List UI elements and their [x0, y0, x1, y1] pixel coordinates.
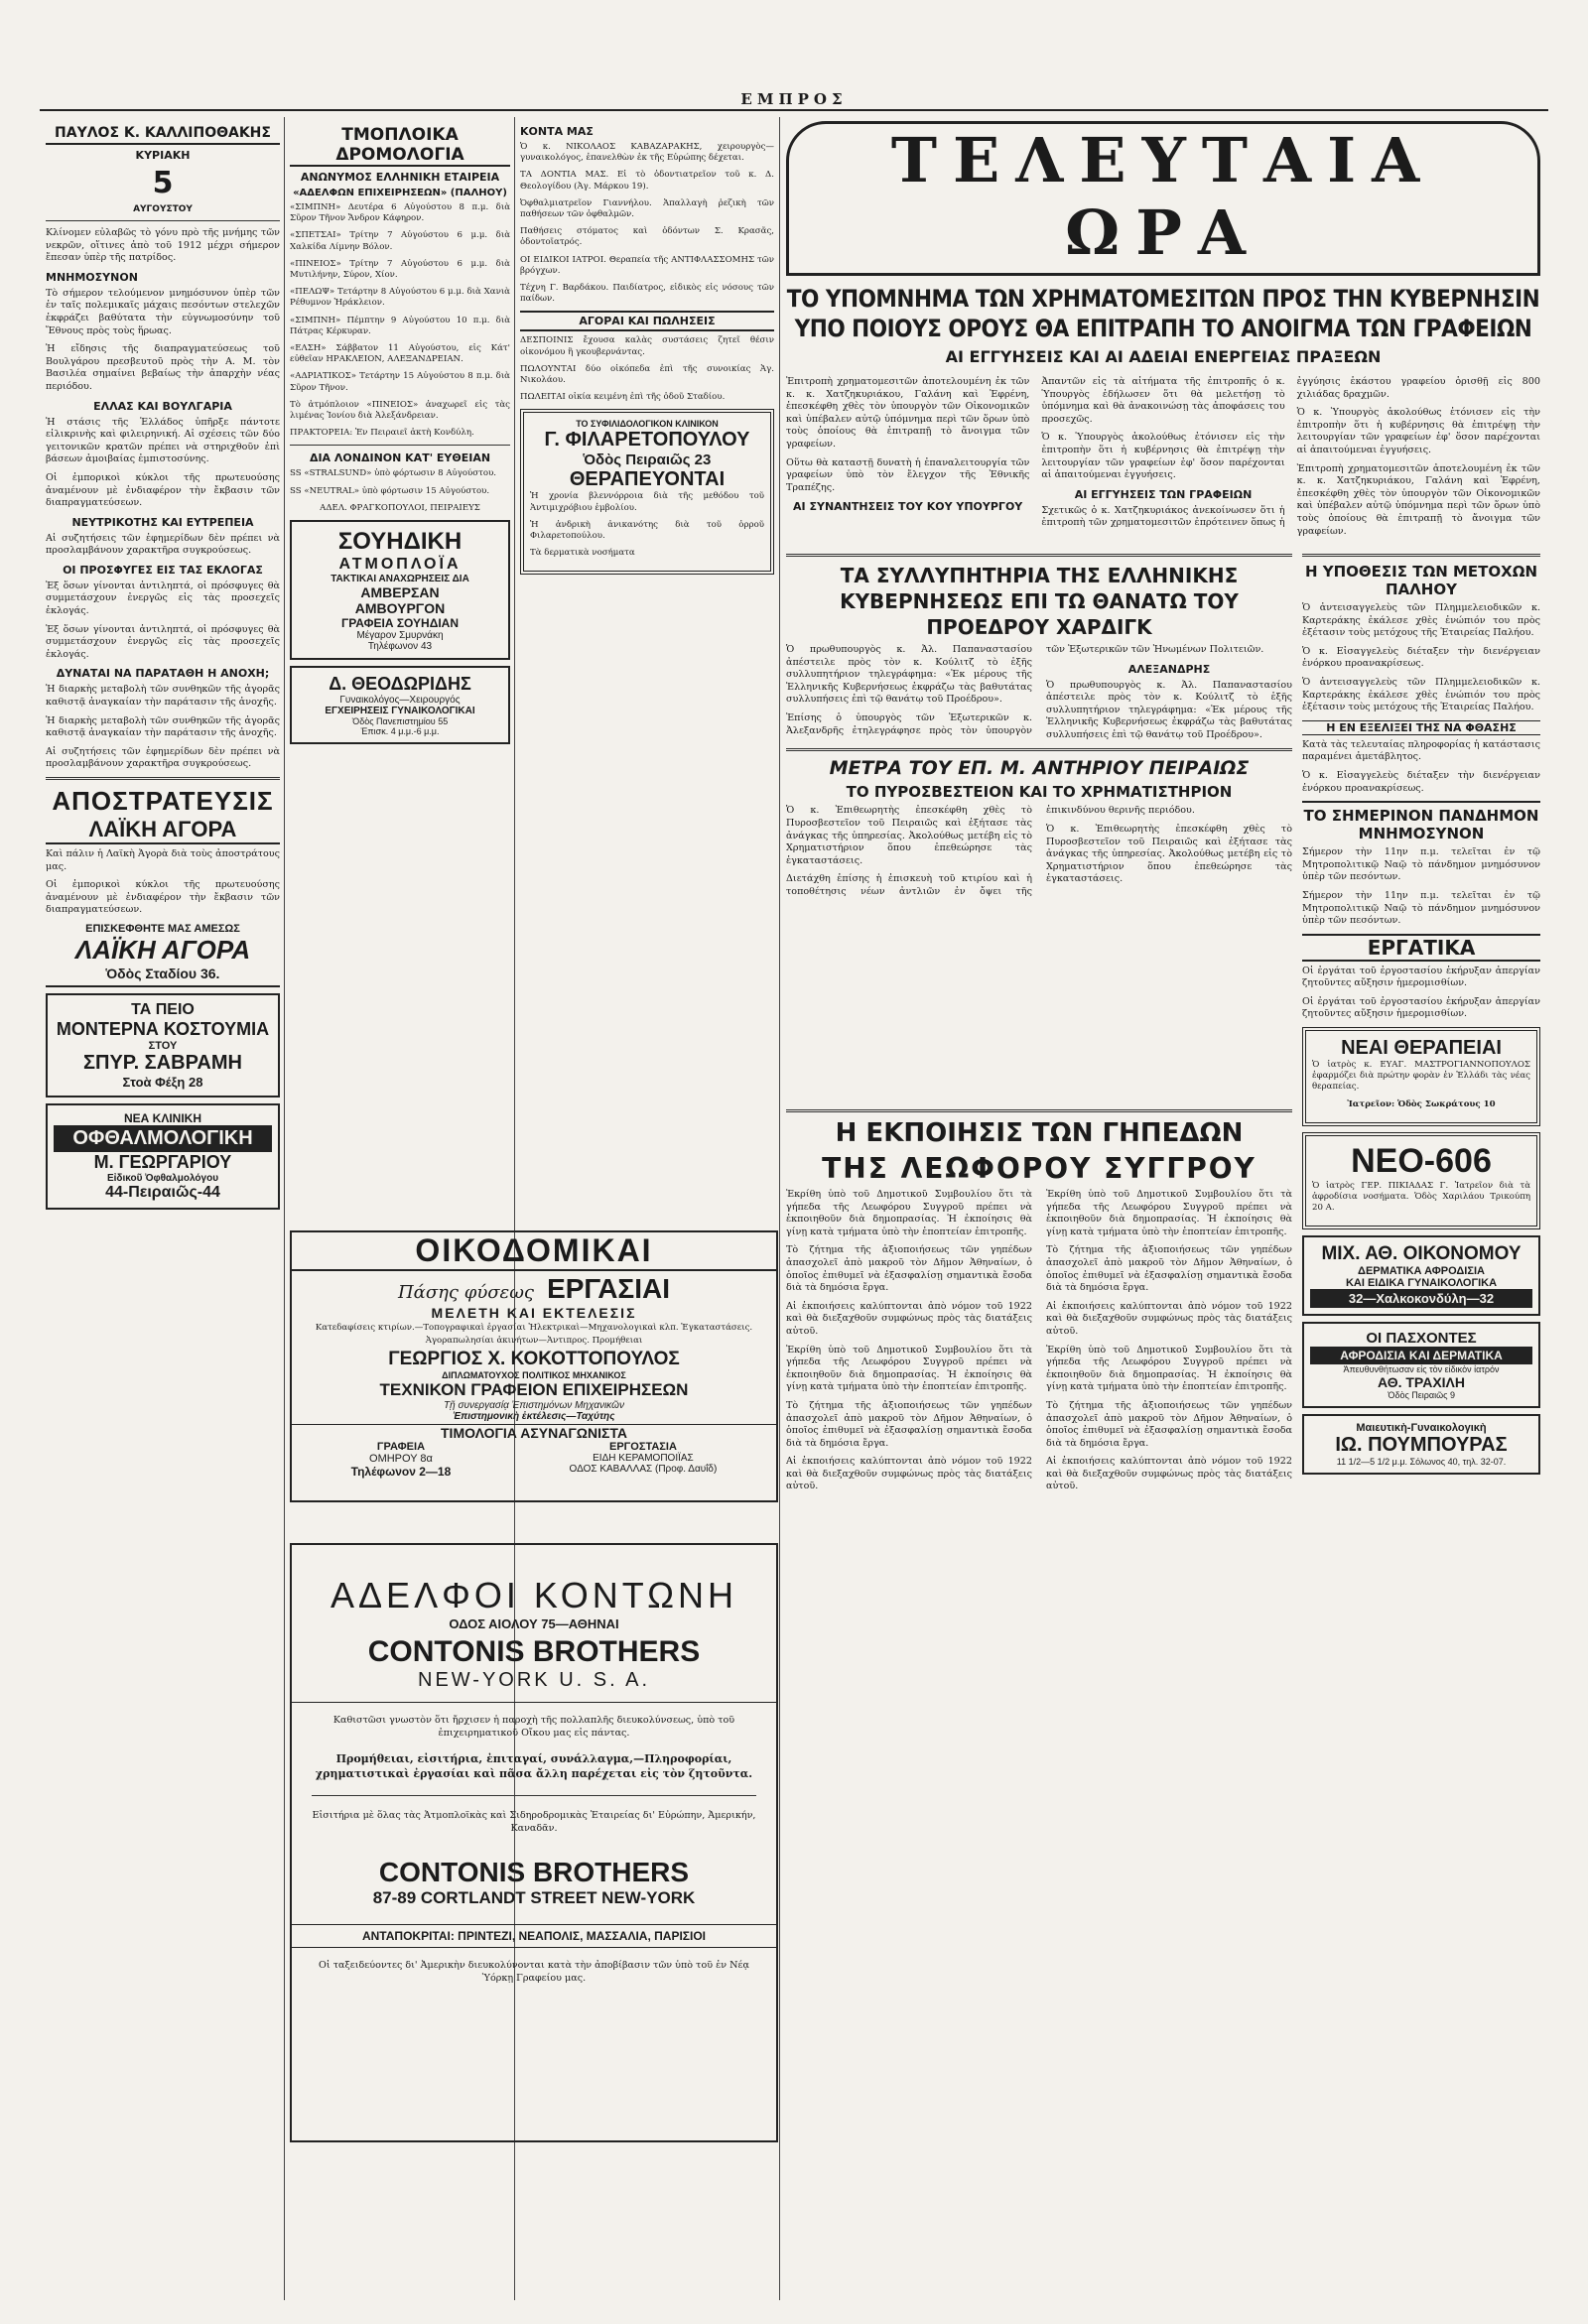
article-text: Οἱ ἐμπορικοὶ κύκλοι τῆς πρωτευούσης ἀναμένουν μὲ ἐνδιαφέρον τὴν ἔκβασιν τῶν διαπραγματεύσεων.: [46, 471, 280, 509]
ad-line: ΓΕΩΡΓΙΟΣ Χ. ΚΟΚΟΤΤΟΠΟΥΛΟΣ: [388, 1349, 680, 1370]
ad-text: Ἡ χρονία βλεννόρροια διὰ τῆς μεθόδου τοῦ Ἀντιμιχρόβιου ἐμβολίου.: [530, 491, 764, 513]
ad-line: Ἀπευθυνθήτωσαν εἰς τὸν εἰδικὸν ἰατρόν: [1343, 1364, 1500, 1375]
article-text: Τὸ ζήτημα τῆς ἀξιοποιήσεως τῶν γηπέδων ἀπασχολεῖ ἀπὸ μακροῦ τὸν Δῆμον Ἀθηναίων, ὁ ὁποῖος ἐπιθυμεῖ νὰ ἐξασφαλίσῃ σημαντικὰ ἔσοδα διὰ τὰ δημόσια ἔργα.: [786, 1244, 1032, 1294]
article-text: Αἱ ἐκποιήσεις καλύπτονται ἀπὸ νόμον τοῦ 1922 καὶ θὰ διεξαχθοῦν συμφώνως πρὸς τὰς διατάξεις αὐτοῦ.: [786, 1456, 1032, 1492]
divider: [46, 777, 280, 780]
section-heading: ΚΟΝΤΑ ΜΑΣ: [520, 125, 594, 138]
signature: ΑΛΕΞΑΝΔΡΗΣ: [1127, 662, 1211, 676]
article-text: Οἱ ἐργάται τοῦ ἐργοστασίου ἐκήρυξαν ἀπεργίαν ζητοῦντες αὔξησιν ἡμερομισθίων.: [1302, 965, 1540, 989]
article-text: Ὁ κ. Ὑπουργὸς ἀκολούθως ἐτόνισεν εἰς τὴν ἐπιτροπὴν ὅτι ἡ κυβέρνησις θὰ ἐπιτρέψῃ τὴν λειτουργίαν τῶν γραφείων ἐφ' ὅσον παρέχονται αἱ ἀπαιτούμεναι ἐγγυήσεις.: [1296, 407, 1540, 455]
article-text: Ἐκρίθη ὑπὸ τοῦ Δημοτικοῦ Συμβουλίου ὅτι τὰ γήπεδα τῆς Λεωφόρου Συγγροῦ πρέπει νὰ ἐκποιηθοῦν διὰ δημοπρασίας. Ἡ ἐκποίησις θὰ γίνῃ κατὰ τμήματα ὑπὸ τὴν ἐποπτείαν ἐπιτροπῆς.: [1046, 1189, 1292, 1237]
article-text: Διετάχθη ἐπίσης ἡ ἐπισκευὴ τοῦ κτιρίου καὶ ἡ τοποθέτησις νέων ἀντλιῶν ἐν ὄψει τῆς ἐπικινδύνου θερινῆς περιόδου.: [786, 805, 1195, 897]
column-rule: [779, 117, 780, 2300]
divider: [786, 1109, 1292, 1112]
schedule-item: «ΣΠΕΤΣΑΙ» Τρίτην 7 Αὐγούστου 6 μ.μ. διὰ Χαλκίδα Λίμνην Βόλον.: [290, 230, 510, 252]
article-text: Ὁ ἀντεισαγγελεὺς τῶν Πλημμελειοδικῶν κ. Καρτεράκης ἐκάλεσε χθὲς ἐνώπιόν του πρὸς ἐξέτασιν τοὺς μετόχους τῆς Ἑταιρείας Παλήου.: [1302, 602, 1540, 639]
section-heading: ΑΙ ΕΓΓΥΗΣΕΙΣ ΤΩΝ ΓΡΑΦΕΙΩΝ: [1074, 487, 1253, 501]
article-text: Τέχνη Γ. Βαρδάκου. Παιδίατρος, εἰδικὸς εἰς νόσους τῶν παίδων.: [520, 283, 774, 305]
section-heading: ΟΙ ΠΡΟΣΦΥΓΕΣ ΕΙΣ ΤΑΣ ΕΚΛΟΓΑΣ: [63, 563, 263, 577]
article-text: Ἡ διαρκὴς μεταβολὴ τῶν συνθηκῶν τῆς ἀγορᾶς καθιστᾷ ἀναγκαίαν τὴν παράτασιν τῆς ἀνοχῆς.: [46, 684, 280, 709]
headline: ΥΠΟ ΠΟΙΟΥΣ ΟΡΟΥΣ ΘΑ ΕΠΙΤΡΑΠΗ ΤΟ ΑΝΟΙΓΜΑ ΤΩΝ ΓΡΑΦΕΙΩΝ: [794, 315, 1532, 342]
month-label: ΑΥΓΟΥΣΤΟΥ: [133, 204, 193, 214]
ad-line: ΜΟΝΤΕΡΝΑ ΚΟΣΤΟΥΜΙΑ: [56, 1018, 270, 1039]
metra-body: [786, 805, 1292, 898]
right-sidebar: [1302, 548, 1540, 2300]
article-text: Ἀπαντῶν εἰς τὰ αἰτήματα τῆς ἐπιτροπῆς ὁ κ. Ὑπουργὸς ἐδήλωσεν ὅτι θὰ μελετήσῃ τὸ ὑπόμνημα καὶ θὰ ἀνακοινώσῃ τὰς ἀποφάσεις του προσεχῶς.: [1041, 376, 1285, 425]
ad-line: Ἐπισκ. 4 μ.μ.-6 μ.μ.: [360, 726, 440, 737]
article-text: Ἐκρίθη ὑπὸ τοῦ Δημοτικοῦ Συμβουλίου ὅτι τὰ γήπεδα τῆς Λεωφόρου Συγγροῦ πρέπει νὰ ἐκποιηθοῦν διὰ δημοπρασίας. Ἡ ἐκποίησις θὰ γίνῃ κατὰ τμήματα ὑπὸ τὴν ἐποπτείαν ἐπιτροπῆς.: [786, 1189, 1032, 1237]
schedule-item: ΠΡΑΚΤΟΡΕΙΑ: Ἐν Πειραιεῖ ἀκτὴ Κονδύλη.: [290, 428, 474, 439]
section-heading: ΔΥΝΑΤΑΙ ΝΑ ΠΑΡΑΤΑΘΗ Η ΑΝΟΧΗ;: [56, 667, 270, 681]
article-text: Παθήσεις στόματος καὶ ὀδόντων Σ. Κρασᾶς, ὀδοντοϊατρός.: [520, 226, 774, 248]
ekpoiisis-article: [786, 1103, 1292, 1897]
article-text: Ἐπιτροπὴ χρηματομεσιτῶν ἀποτελουμένη ἐκ τῶν κ. κ. Χατζηκυριάκου, Γαλάνη καὶ Ἐφρένη, ἐπεσκέφθη χθὲς τὸν ὑπουργὸν τῶν Οἰκονομικῶν καὶ ὑπέβαλεν αὐτῷ ὑπόμνημα περὶ τῶν ὅρων ὑπὸ τοὺς ὁποίους θὰ ἐπιτραπῇ τὸ ἄνοιγμα τῶν γραφείων.: [1296, 462, 1540, 537]
column-rule: [284, 117, 285, 2300]
section-subheading: «ΑΔΕΛΦΩΝ ΕΠΙΧΕΙΡΗΣΕΩΝ» (ΠΑΛΗΟΥ): [293, 188, 507, 198]
subheadline: ΑΙ ΕΓΓΥΗΣΕΙΣ ΚΑΙ ΑΙ ΑΔΕΙΑΙ ΕΝΕΡΓΕΙΑΣ ΠΡΑΞΕΩΝ: [945, 347, 1382, 366]
ad-line: ΑΘ. ΤΡΑΧΙΛΗ: [1377, 1374, 1466, 1391]
ad-text: Ὁ ἰατρὸς κ. ΕΥΑΓ. ΜΑΣΤΡΟΓΙΑΝΝΟΠΟΥΛΟΣ ἐφαρμόζει διὰ πρώτην φορὰν ἐν Ἑλλάδι τὰς νέας θεραπείας.: [1312, 1060, 1530, 1093]
article-text: Ἡ διαρκὴς μεταβολὴ τῶν συνθηκῶν τῆς ἀγορᾶς καθιστᾷ ἀναγκαίαν τὴν παράτασιν τῆς ἀνοχῆς.: [46, 714, 280, 739]
ad-line: ΑΝΤΑΠΟΚΡΙΤΑΙ: ΠΡΙΝΤΕΖΙ, ΝΕΑΠΟΛΙΣ, ΜΑΣΣΑΛΙΑ, ΠΑΡΙΣΙΟΙ: [292, 1924, 776, 1948]
schedule-item: «ΠΕΛΩΨ» Τετάρτην 8 Αὐγούστου 6 μ.μ. διὰ Χανιὰ Ρέθυμνον Ἡράκλειον.: [290, 287, 510, 309]
ad-cta: ΕΠΙΣΚΕΦΘΗΤΕ ΜΑΣ ΑΜΕΣΩΣ: [85, 922, 240, 935]
article-text: Ἐκρίθη ὑπὸ τοῦ Δημοτικοῦ Συμβουλίου ὅτι τὰ γήπεδα τῆς Λεωφόρου Συγγροῦ πρέπει νὰ ἐκποιηθοῦν διὰ δημοπρασίας. Ἡ ἐκποίησις θὰ γίνῃ κατὰ τμήματα ὑπὸ τὴν ἐποπτείαν ἐπιτροπῆς.: [786, 1344, 1032, 1393]
ad-text: Οἱ ταξειδεύοντες δι' Ἀμερικὴν διευκολύνονται κατὰ τὴν ἀποβίβασιν τῶν ὑπὸ τοῦ ἐν Νέᾳ Ὑόρκῃ Γραφείου μας.: [319, 1960, 749, 1984]
divider: [312, 1795, 756, 1796]
headline: ΤΟ ΣΗΜΕΡΙΝΟΝ ΠΑΝΔΗΜΟΝ ΜΝΗΜΟΣΥΝΟΝ: [1302, 801, 1540, 842]
ad-text: Εἰσιτήρια μὲ ὅλας τὰς Ἀτμοπλοϊκὰς καὶ Σιδηροδρομικὰς Ἑταιρείας δι' Εὐρώπην, Ἀμερικήν, Καναδᾶν.: [312, 1810, 756, 1834]
ad-line: ΔΕΡΜΑΤΙΚΑ ΑΦΡΟΔΙΣΙΑ: [1358, 1265, 1485, 1278]
ad-line: 32—Χαλκοκονδύλη—32: [1310, 1289, 1532, 1308]
ad-line: ΓΡΑΦΕΙΑ ΣΟΥΗΔΙΑΝ: [340, 616, 460, 631]
ad-line: ΟΜΗΡΟΥ 8α: [369, 1453, 433, 1466]
ad-factory: [570, 1441, 718, 1479]
section-heading: ΑΓΟΡΑΙ ΚΑΙ ΠΩΛΗΣΕΙΣ: [520, 311, 774, 331]
ad-text: Κατεδαφίσεις κτιρίων.—Τοπογραφικαὶ ἐργασίαι Ἠλεκτρικαὶ—Μηχανολογικαὶ κλπ. Ἐγκαταστάσεις.: [315, 1323, 753, 1333]
ad-line: ΤΑ ΠΕΙΟ: [131, 1000, 195, 1018]
ad-text: Προμήθειαι, εἰσιτήρια, ἐπιταγαί, συνάλλαγμα,—Πληροφορίαι, χρηματιστικαὶ ἐργασίαι καὶ πᾶσα ἄλλη παρέχεται εἰς τὸν ζητοῦντα.: [315, 1752, 753, 1781]
ad-line: Ὁδὸς Πανεπιστημίου 55: [351, 716, 449, 727]
article-text: Ὀφθαλμιατρεῖον Γιαννήλου. Ἀπαλλαγὴ ῥεζικὴ τῶν παθήσεων τῶν ὀφθαλμῶν.: [520, 197, 774, 220]
ad-line: ΑΦΡΟΔΙΣΙΑ ΚΑΙ ΔΕΡΜΑΤΙΚΑ: [1310, 1347, 1532, 1364]
ad-apostrateusis-title: ΑΠΟΣΤΡΑΤΕΥΣΙΣ: [52, 786, 274, 816]
section-subheading: ΑΝΩΝΥΜΟΣ ΕΛΛΗΝΙΚΗ ΕΤΑΙΡΕΙΑ: [300, 171, 500, 184]
ad-line: Μαιευτικὴ-Γυναικολογικὴ: [1356, 1422, 1487, 1435]
ad-line: ΟΦΘΑΛΜΟΛΟΓΙΚΗ: [54, 1125, 272, 1152]
ad-poumpouras: [1302, 1414, 1540, 1475]
ad-neai-therapeiai: [1302, 1027, 1540, 1126]
ekpoiisis-body: [786, 1189, 1292, 1499]
ad-text: SS «STRALSUND» ὑπὸ φόρτωσιν 8 Αὐγούστου.: [290, 468, 497, 479]
article-text: Ὁ πρωθυπουργὸς κ. Ἀλ. Παπαναστασίου ἀπέστειλε πρὸς τὸν κ. Κούλιτζ τὸ ἑξῆς συλλυπητήριον τηλεγράφημα: «Ἐκ μέρους τῆς Ἑλληνικῆς Κυβερνήσεως ἐκφράζω τὰς βαθυτάτας συλλυπήσεις ἐπὶ τῷ θανάτῳ τοῦ Προέδρου».: [786, 644, 1032, 706]
schedule-item: «ΣΙΜΠΝΗ» Πέμπτην 9 Αὐγούστου 10 π.μ. διὰ Πάτρας Κέρκυραν.: [290, 315, 510, 336]
ad-line: 87-89 CORTLANDT STREET NEW-YORK: [372, 1888, 696, 1908]
schedule-item: Τὸ ἀτμόπλοιον «ΠΙΝΕΙΟΣ» ἀναχωρεῖ εἰς τὰς λιμένας Ἰονίου διὰ Ἀλεξάνδρειαν.: [290, 399, 510, 422]
ad-line: Στοὰ Φέξη 28: [122, 1074, 203, 1090]
article-text: Οὕτω θὰ καταστῇ δυνατὴ ἡ ἐπαναλειτουργία τῶν γραφείων ὑπὸ τὸν ἔλεγχον τῆς Ἐθνικῆς Τραπέζης.: [786, 456, 1030, 493]
condolence-article: [786, 548, 1292, 1103]
ad-line: ΟΔΟΣ ΑΙΟΛΟΥ 75—ΑΘΗΝΑΙ: [449, 1616, 619, 1631]
article-text: Ὁ κ. Ὑπουργὸς ἀκολούθως ἐτόνισεν εἰς τὴν ἐπιτροπὴν ὅτι ἡ κυβέρνησις θὰ ἐπιτρέψῃ τὴν λειτουργίαν τῶν γραφείων ἐφ' ὅσον παρέχονται αἱ ἀπαιτούμεναι ἐγγυήσεις.: [1041, 432, 1285, 481]
masthead: [40, 89, 1548, 111]
masthead-title: ΕΜΠΡΟΣ: [740, 90, 848, 108]
schedule-item: «ΑΔΡΙΑΤΙΚΟΣ» Τετάρτην 15 Αὐγούστου 8 π.μ. διὰ Σῦρον Τῆνον.: [290, 371, 510, 393]
ad-line: Γ. ΦΙΛΑΡΕΤΟΠΟΥΛΟΥ: [544, 429, 750, 452]
ad-contonis: [290, 1543, 778, 2142]
article-text: Αἱ ἐκποιήσεις καλύπτονται ἀπὸ νόμον τοῦ 1922 καὶ θὰ διεξαχθοῦν συμφώνως πρὸς τὰς διατάξεις αὐτοῦ.: [1046, 1456, 1292, 1492]
column-3: [520, 121, 774, 1223]
ad-line: ΜΙΧ. ΑΘ. ΟΙΚΟΝΟΜΟΥ: [1321, 1243, 1522, 1265]
ad-line: Γυναικολόγος—Χειρουργός: [339, 695, 461, 707]
ad-line: ΤΕΧΝΙΚΟΝ ΓΡΑΦΕΙΟΝ ΕΠΙΧΕΙΡΗΣΕΩΝ: [379, 1380, 689, 1400]
article-text: Ἐξ ὅσων γίνονται ἀντιληπτά, οἱ πρόσφυγες θὰ συμμετάσχουν ἐνεργῶς εἰς τὰς προσεχεῖς ἐκλογάς.: [46, 580, 280, 617]
ad-line: CONTONIS BROTHERS: [378, 1857, 690, 1888]
section-heading: ΤΜΟΠΛΟΙΚΑ ΔΡΟΜΟΛΟΓΙΑ: [290, 125, 510, 167]
ad-line: ΟΙ ΠΑΣΧΟΝΤΕΣ: [1366, 1330, 1477, 1348]
ad-line: ΕΙΔΗ ΚΕΡΑΜΟΠΟΙΪΑΣ: [593, 1453, 694, 1465]
article-text: Οἱ ἐργάται τοῦ ἐργοστασίου ἐκήρυξαν ἀπεργίαν ζητοῦντες αὔξησιν ἡμερομισθίων.: [1302, 995, 1540, 1020]
divider: [786, 554, 1292, 557]
ad-line: Δ. ΘΕΟΔΩΡΙΔΗΣ: [329, 674, 471, 695]
ad-line: ΜΕΛΕΤΗ ΚΑΙ ΕΚΤΕΛΕΣΙΣ: [431, 1305, 637, 1321]
article-text: Ὁ κ. Ἐπιθεωρητὴς ἐπεσκέφθη χθὲς τὸ Πυροσβεστεῖον τοῦ Πειραιῶς καὶ ἐξήτασε τὰς ἀνάγκας τῆς ὑπηρεσίας. Ἀκολούθως μετέβη εἰς τὸ Χρηματιστήριον ὅπου ἐπεθεώρησε τὰς ἐγκαταστάσεις.: [1046, 823, 1292, 885]
ad-text: Τὰ δερματικὰ νοσήματα: [530, 548, 635, 559]
ad-text: SS «NEUTRAL» ὑπὸ φόρτωσιν 15 Αὐγούστου.: [290, 485, 490, 496]
schedule-item: «ΠΙΝΕΙΟΣ» Τρίτην 7 Αὐγούστου 6 μ.μ. διὰ Μυτιλήνην, Σύρον, Χίον.: [290, 258, 510, 281]
ad-text: Ἡ ἀνδρικὴ ἀνικανότης διὰ τοῦ ὀρροῦ Φιλαρετοπούλου.: [530, 519, 764, 542]
ad-line: Ὁδὸς Πειραιῶς 23: [583, 452, 712, 469]
ad-theodoridis: [290, 666, 510, 744]
ad-apostrateusis-subtitle: ΛΑΪΚΗ ΑΓΟΡΑ: [46, 817, 280, 844]
lead-article: [786, 376, 1540, 538]
ad-line: CONTONIS BROTHERS: [367, 1635, 701, 1668]
ad-neo-606: [1302, 1132, 1540, 1230]
ad-text: Ὁ ἰατρὸς ΓΕΡ. ΠΙΚΙΑΔΑΣ Γ. Ἰατρεῖον διὰ τὰ ἀφροδίσια νοσήματα. Ὁδὸς Χαριλάου Τρικούπη 20 Α.: [1312, 1180, 1530, 1214]
ad-offices: [351, 1441, 452, 1479]
ad-line: Εἰδικοῦ Ὀφθαλμολόγου: [106, 1172, 219, 1184]
classified-text: ΔΕΣΠΟΙΝΙΣ ἔχουσα καλὰς συστάσεις ζητεῖ θέσιν οἰκονόμου ἢ γκουβερνάντας.: [520, 335, 774, 357]
ad-line: ΘΕΡΑΠΕΥΟΝΤΑΙ: [569, 468, 726, 491]
banner-title: ΤΕΛΕΥΤΑΙΑ ΩΡΑ: [786, 121, 1540, 276]
classified-text: ΠΩΛΟΥΝΤΑΙ δύο οἰκόπεδα ἐπὶ τῆς συνοικίας Ἁγ. Νικολάου.: [520, 363, 774, 386]
ad-line: ΕΡΓΟΣΤΑΣΙΑ: [609, 1441, 677, 1454]
article-text: Ἐπίσης ὁ ὑπουργὸς τῶν Ἐξωτερικῶν κ. Ἀλεξανδρῆς ἐτηλεγράφησε πρὸς τὸν ὑπουργὸν τῶν Ἐξωτερικῶν τῶν Ἡνωμένων Πολιτειῶν.: [786, 644, 1264, 736]
ad-line: ΑΜΒΟΥΡΓΟΝ: [354, 600, 446, 617]
article-text: Αἱ συζητήσεις τῶν ἐφημερίδων δὲν πρέπει νὰ προσλαμβάνουν χαρακτῆρα συγκρούσεως.: [46, 532, 280, 557]
headline: Η ΥΠΟΘΕΣΙΣ ΤΩΝ ΜΕΤΟΧΩΝ ΠΑΛΗΟΥ: [1304, 563, 1538, 598]
ad-text: Οἱ ἐμπορικοὶ κύκλοι τῆς πρωτευούσης ἀναμένουν μὲ ἐνδιαφέρον τὴν ἔκβασιν τῶν διαπραγματεύσεων.: [46, 879, 280, 916]
ad-line: Πάσης φύσεως: [397, 1282, 534, 1303]
ad-line: 11 1/2—5 1/2 μ.μ. Σόλωνος 40, τηλ. 32-07.: [1336, 1457, 1507, 1468]
day-label: ΚΥΡΙΑΚΗ: [135, 149, 191, 162]
ad-line: Τηλέφωνον 2—18: [350, 1465, 452, 1480]
column-4: [786, 121, 1540, 2300]
headline: ΕΡΓΑΤΙΚΑ: [1302, 934, 1540, 962]
ad-line: ΝΕΟ-606: [1351, 1141, 1492, 1180]
article-text: Τὸ σήμερον τελούμενον μνημόσυνον ὑπὲρ τῶν ἐν ταῖς πολεμικαῖς μάχαις πεσόντων στελεχῶν ἐκφράζει βαθύτατα τὴν εὐγνωμοσύνην τοῦ Ἔθνους πρὸς τοὺς ἥρωας.: [46, 287, 280, 336]
ad-line: Μ. ΓΕΩΡΓΑΡΙΟΥ: [93, 1151, 232, 1172]
section-heading: ΕΛΛΑΣ ΚΑΙ ΒΟΥΛΓΑΡΙΑ: [93, 399, 232, 413]
article-text: Ἡ στάσις τῆς Ἑλλάδος ὑπῆρξε πάντοτε εἰλικρινὴς καὶ φιλειρηνική. Αἱ σχέσεις τῶν δύο γειτονικῶν κρατῶν πρέπει νὰ στηριχθοῦν ἐπὶ βάσεων ἀμοιβαίας ἐμπιστοσύνης.: [46, 416, 280, 465]
section-heading: ΝΕΥΤΡΙΚΟΤΗΣ ΚΑΙ ΕΥΤΡΕΠΕΙΑ: [71, 515, 254, 529]
article-text: Κατὰ τὰς τελευταίας πληροφορίας ἡ κατάστασις παραμένει ἀμετάβλητος.: [1302, 738, 1540, 763]
ad-laiki-name: ΛΑΪΚΗ ΑΓΟΡΑ: [74, 934, 251, 965]
divider: [46, 220, 280, 221]
ad-line: ΚΑΙ ΕΙΔΙΚΑ ΓΥΝΑΙΚΟΛΟΓΙΚΑ: [1345, 1277, 1498, 1290]
ad-laiki-address: Ὁδὸς Σταδίου 36.: [46, 966, 280, 987]
article-text: Ὁ κ. Ἐπιθεωρητὴς ἐπεσκέφθη χθὲς τὸ Πυροσβεστεῖον τοῦ Πειραιῶς καὶ ἐξήτασε τὰς ἀνάγκας τῆς ὑπηρεσίας. Ἀκολούθως μετέβη εἰς τὸ Χρηματιστήριον ὅπου ἐπεθεώρησε τὰς ἐγκαταστάσεις.: [786, 805, 1032, 866]
article-text: Ἡ εἴδησις τῆς διαπραγματεύσεως τοῦ Βουλγάρου πρεσβευτοῦ πρὸς τὴν Α. Μ. τὸν Βασιλέα σημαίνει βεβαίως τὴν ἀπαρχὴν νέας περιόδου.: [46, 343, 280, 392]
ad-line: NEW-YORK U. S. A.: [292, 1669, 776, 1703]
ad-line: ΝΕΑ ΚΛΙΝΙΚΗ: [123, 1110, 201, 1125]
article-text: Ἐπιτροπὴ χρηματομεσιτῶν ἀποτελουμένη ἐκ τῶν κ. κ. Χατζηκυριάκου, Γαλάνη καὶ Ἐφρένη, ἐπεσκέφθη χθὲς τὸν ὑπουργὸν τῶν Οἰκονομικῶν καὶ ὑπέβαλεν αὐτῷ ὑπόμνημα περὶ τῶν ὅρων ὑπὸ τοὺς ὁποίους θὰ ἐπιτραπῇ τὸ ἄνοιγμα τῶν γραφείων.: [786, 376, 1030, 450]
ad-line: ΤΙΜΟΛΟΓΙΑ ΑΣΥΝΑΓΩΝΙΣΤΑ: [292, 1424, 776, 1441]
article-text: Κλίνομεν εὐλαβῶς τὸ γόνυ πρὸ τῆς μνήμης τῶν νεκρῶν, οἵτινες ἀπὸ τοῦ 1912 μέχρι σήμερον ἔπεσαν ὑπὲρ τῆς πατρίδος.: [46, 227, 280, 264]
article-text: Σχετικῶς ὁ κ. Χατζηκυριάκος ἀνεκοίνωσεν ὅτι ἡ ἐπιτροπὴ τῶν χρηματομεσιτῶν ἐπρότεινεν ὅπως ἡ ἐγγύησις ἑκάστου γραφείου ὁρισθῇ εἰς 800 χιλιάδας δραχμῶν.: [1041, 376, 1540, 529]
ad-line: ΤΑΚΤΙΚΑΙ ΑΝΑΧΩΡΗΣΕΙΣ ΔΙΑ: [331, 574, 469, 585]
headline: ΤΑ ΣΥΛΛΥΠΗΤΗΡΙΑ ΤΗΣ ΕΛΛΗΝΙΚΗΣ ΚΥΒΕΡΝΗΣΕΩΣ ΕΠΙ ΤΩ ΘΑΝΑΤΩ ΤΟΥ ΠΡΟΕΔΡΟΥ ΧΑΡΔΙΓΚ: [840, 564, 1239, 639]
section-heading: ΑΙ ΣΥΝΑΝΤΗΣΕΙΣ ΤΟΥ ΚΟΥ ΥΠΟΥΡΓΟΥ: [793, 500, 1023, 514]
article-text: Ὁ κ. ΝΙΚΟΛΑΟΣ ΚΑΒΑΖΑΡΑΚΗΣ, χειρουργὸς—γυναικολόγος, ἐπανελθὼν ἐκ τῆς Εὐρώπης δέχεται.: [520, 142, 774, 164]
article-text: Ὁ πρωθυπουργὸς κ. Ἀλ. Παπαναστασίου ἀπέστειλε πρὸς τὸν κ. Κούλιτζ τὸ ἑξῆς συλλυπητήριον τηλεγράφημα: «Ἐκ μέρους τῆς Ἑλληνικῆς Κυβερνήσεως ἐκφράζω τὰς βαθυτάτας συλλυπήσεις ἐπὶ τῷ θανάτῳ τοῦ Προέδρου».: [1046, 679, 1292, 740]
ad-line: ΑΜΒΕΡΣΑΝ: [360, 584, 440, 601]
ad-line: ΓΡΑΦΕΙΑ: [376, 1441, 426, 1454]
article-text: ΤΑ ΔΟΝΤΙΑ ΜΑΣ. Εἰ τὸ ὀδοντιατρεῖον τοῦ κ. Δ. Θεολογίδου (Ἀγ. Μάρκου 19).: [520, 170, 774, 192]
date-number: 5: [152, 166, 174, 200]
classified-text: ΠΩΛΕΙΤΑΙ οἰκία κειμένη ἐπὶ τῆς ὁδοῦ Σταδίου.: [520, 392, 726, 403]
ad-line: ΝΕΑΙ ΘΕΡΑΠΕΙΑΙ: [1341, 1037, 1502, 1060]
ad-line: Ἐπιστημονικὴ ἐκτέλεσις—Ταχύτης: [453, 1411, 615, 1423]
ad-line: Τῇ συνεργασίᾳ Ἐπιστημόνων Μηχανικῶν: [444, 1400, 624, 1412]
headline: ΤΟ ΥΠΟΜΝΗΜΑ ΤΩΝ ΧΡΗΜΑΤΟΜΕΣΙΤΩΝ ΠΡΟΣ ΤΗΝ ΚΥΒΕΡΝΗΣΙΝ: [786, 285, 1540, 313]
ad-line: ΣΠΥΡ. ΣΑΒΡΑΜΗ: [83, 1051, 242, 1074]
divider: [786, 748, 1292, 751]
ad-oikodomikai: [290, 1230, 778, 1502]
ad-line: ΑΔΕΛΦΟΙ ΚΟΝΤΩΝΗ: [331, 1575, 737, 1615]
ad-swedish: [290, 520, 510, 660]
article-text: Τὸ ζήτημα τῆς ἀξιοποιήσεως τῶν γηπέδων ἀπασχολεῖ ἀπὸ μακροῦ τὸν Δῆμον Ἀθηναίων, ὁ ὁποῖος ἐπιθυμεῖ νὰ ἐξασφαλίσῃ σημαντικὰ ἔσοδα διὰ τὰ δημόσια ἔργα.: [1046, 1244, 1292, 1294]
ad-ofthalmologiki: [46, 1103, 280, 1210]
divider: [1302, 554, 1540, 557]
ad-line: Τηλέφωνον 43: [367, 641, 433, 653]
ad-line: ΑΤΜΟΠΛΟΪΑ: [338, 556, 462, 574]
ad-line: ΔΙΠΛΩΜΑΤΟΥΧΟΣ ΠΟΛΙΤΙΚΟΣ ΜΗΧΑΝΙΚΟΣ: [442, 1370, 626, 1381]
condolence-body: [786, 644, 1292, 742]
ad-line: ΙΩ. ΠΟΥΜΠΟΥΡΑΣ: [1335, 1434, 1508, 1457]
ad-line: ΟΔΟΣ ΚΑΒΑΛΛΑΣ (Προφ. Δαυΐδ): [569, 1464, 718, 1476]
ad-kostoumia: [46, 993, 280, 1097]
article-text: Τὸ ζήτημα τῆς ἀξιοποιήσεως τῶν γηπέδων ἀπασχολεῖ ἀπὸ μακροῦ τὸν Δῆμον Ἀθηναίων, ὁ ὁποῖος ἐπιθυμεῖ νὰ ἐξασφαλίσῃ σημαντικὰ ἔσοδα διὰ τὰ δημόσια ἔργα.: [1046, 1399, 1292, 1449]
column-1: [46, 121, 280, 2300]
ad-text: Καὶ πάλιν ἡ Λαϊκὴ Ἀγορὰ διὰ τοὺς ἀποστράτους μας.: [46, 848, 280, 872]
article-text: Σήμερον τὴν 11ην π.μ. τελεῖται ἐν τῷ Μητροπολιτικῷ Ναῷ τὸ πάνδημον μνημόσυνον ὑπὲρ τῶν πεσόντων.: [1302, 846, 1540, 883]
ad-line: ΕΡΓΑΣΙΑΙ: [547, 1273, 670, 1304]
ad-filaretopoulou: [520, 409, 774, 575]
ad-line: 44-Πειραιῶς-44: [105, 1183, 220, 1201]
section-heading: ΜΝΗΜΟΣΥΝΟΝ: [46, 270, 138, 284]
ad-line: ΕΓΧΕΙΡΗΣΕΙΣ ΓΥΝΑΙΚΟΛΟΓΙΚΑΙ: [325, 706, 475, 717]
headline: ΤΗΣ ΛΕΩΦΟΡΟΥ ΣΥΓΓΡΟΥ: [822, 1152, 1257, 1185]
ad-text: ΑΔΕΛ. ΦΡΑΓΚΟΠΟΥΛΟΙ, ΠΕΙΡΑΙΕΥΣ: [320, 502, 480, 513]
ad-text: Ἀγοραπωλησίαι ἀκινήτων—Ἀντιπρος. Προμήθειαι: [425, 1336, 643, 1347]
ad-text: Ἰατρεῖον: Ὁδὸς Σωκράτους 10: [1347, 1098, 1496, 1109]
ad-pasxontes: [1302, 1322, 1540, 1408]
subheadline: ΤΟ ΠΥΡΟΣΒΕΣΤΕΙΟΝ ΚΑΙ ΤΟ ΧΡΗΜΑΤΙΣΤΗΡΙΟΝ: [846, 783, 1233, 802]
article-text: Σήμερον τὴν 11ην π.μ. τελεῖται ἐν τῷ Μητροπολιτικῷ Ναῷ τὸ πάνδημον μνημόσυνον ὑπὲρ τῶν πεσόντων.: [1302, 889, 1540, 927]
ad-line: ΣΤΟΥ: [148, 1039, 178, 1052]
ad-line: ΟΙΚΟΔΟΜΙΚΑΙ: [292, 1232, 776, 1271]
ad-line: Μέγαρον Σμυρνάκη: [356, 630, 444, 642]
ad-text: Καθιστῶσι γνωστὸν ὅτι ἤρχισεν ἡ παροχὴ τῆς πολλαπλῆς διευκολύνσεως, ὑπὸ τοῦ ἐπιχειρηματικοῦ Οἴκου μας εἰς πάντας.: [332, 1715, 735, 1739]
ad-line: ΣΟΥΗΔΙΚΗ: [337, 528, 463, 556]
ad-oikonomou: [1302, 1235, 1540, 1316]
headline: ΜΕΤΡΑ ΤΟΥ ΕΠ. Μ. ΑΝΤΗΡΙΟΥ ΠΕΙΡΑΙΩΣ: [829, 757, 1250, 780]
article-text: ΟΙ ΕΙΔΙΚΟΙ ΙΑΤΡΟΙ. Θεραπεία τῆς ΑΝΤΙΦΛΑΣΣΟΜΗΣ τῶν βρόγχων.: [520, 254, 774, 276]
schedule-item: «ΣΙΜΠΝΗ» Δευτέρα 6 Αὐγούστου 8 π.μ. διὰ Σῦρον Τῆνον Ἄνδρον Κάφηρον.: [290, 202, 510, 224]
header-name: ΠΑΥΛΟΣ Κ. ΚΑΛΛΙΠΟΘΑΚΗΣ: [46, 125, 280, 145]
article-text: Ἐξ ὅσων γίνονται ἀντιληπτά, οἱ πρόσφυγες θὰ συμμετάσχουν ἐνεργῶς εἰς τὰς προσεχεῖς ἐκλογάς.: [46, 623, 280, 660]
article-text: Αἱ ἐκποιήσεις καλύπτονται ἀπὸ νόμον τοῦ 1922 καὶ θὰ διεξαχθοῦν συμφώνως πρὸς τὰς διατάξεις αὐτοῦ.: [786, 1300, 1032, 1337]
article-text: Αἱ ἐκποιήσεις καλύπτονται ἀπὸ νόμον τοῦ 1922 καὶ θὰ διεξαχθοῦν συμφώνως πρὸς τὰς διατάξεις αὐτοῦ.: [1046, 1300, 1292, 1337]
schedule-item: «ΕΛΣΗ» Σάββατον 11 Αὐγούστου, εἰς Κάτ' εὐθεῖαν ΗΡΑΚΛΕΙΟΝ, ΑΛΕΞΑΝΔΡΕΙΑΝ.: [290, 343, 510, 365]
article-text: Αἱ συζητήσεις τῶν ἐφημερίδων δὲν πρέπει νὰ προσλαμβάνουν χαρακτῆρα συγκρούσεως.: [46, 745, 280, 770]
column-2: [290, 121, 510, 1223]
ad-line: ΤΟ ΣΥΦΙΛΙΔΟΛΟΓΙΚΟΝ ΚΛΙΝΙΚΟΝ: [576, 419, 719, 430]
article-text: Τὸ ζήτημα τῆς ἀξιοποιήσεως τῶν γηπέδων ἀπασχολεῖ ἀπὸ μακροῦ τὸν Δῆμον Ἀθηναίων, ὁ ὁποῖος ἐπιθυμεῖ νὰ ἐξασφαλίσῃ σημαντικὰ ἔσοδα διὰ τὰ δημόσια ἔργα.: [786, 1399, 1032, 1449]
article-text: Ἐκρίθη ὑπὸ τοῦ Δημοτικοῦ Συμβουλίου ὅτι τὰ γήπεδα τῆς Λεωφόρου Συγγροῦ πρέπει νὰ ἐκποιηθοῦν διὰ δημοπρασίας. Ἡ ἐκποίησις θὰ γίνῃ κατὰ τμήματα ὑπὸ τὴν ἐποπτείαν ἐπιτροπῆς.: [1046, 1344, 1292, 1393]
article-text: Ὁ ἀντεισαγγελεὺς τῶν Πλημμελειοδικῶν κ. Καρτεράκης ἐκάλεσε χθὲς ἐνώπιόν του πρὸς ἐξέτασιν τοὺς μετόχους τῆς Ἑταιρείας Παλήου.: [1302, 676, 1540, 713]
ad-line: Ὁδὸς Πειραιῶς 9: [1388, 1390, 1455, 1401]
article-text: Ὁ κ. Εἰσαγγελεὺς διέταξεν τὴν διενέργειαν ἐνόρκου προανακρίσεως.: [1302, 645, 1540, 670]
divider: [290, 445, 510, 446]
section-heading: Η ΕΝ ΕΞΕΛΙΞΕΙ ΤΗΣ ΝΑ ΦΘΑΣΗΣ: [1302, 720, 1540, 735]
ad-london-title: ΔΙΑ ΛΟΝΔΙΝΟΝ ΚΑΤ' ΕΥΘΕΙΑΝ: [309, 452, 491, 465]
article-text: Ὁ κ. Εἰσαγγελεὺς διέταξεν τὴν διενέργειαν ἐνόρκου προανακρίσεως.: [1302, 769, 1540, 794]
headline: Η ΕΚΠΟΙΗΣΙΣ ΤΩΝ ΓΗΠΕΔΩΝ: [835, 1118, 1244, 1148]
